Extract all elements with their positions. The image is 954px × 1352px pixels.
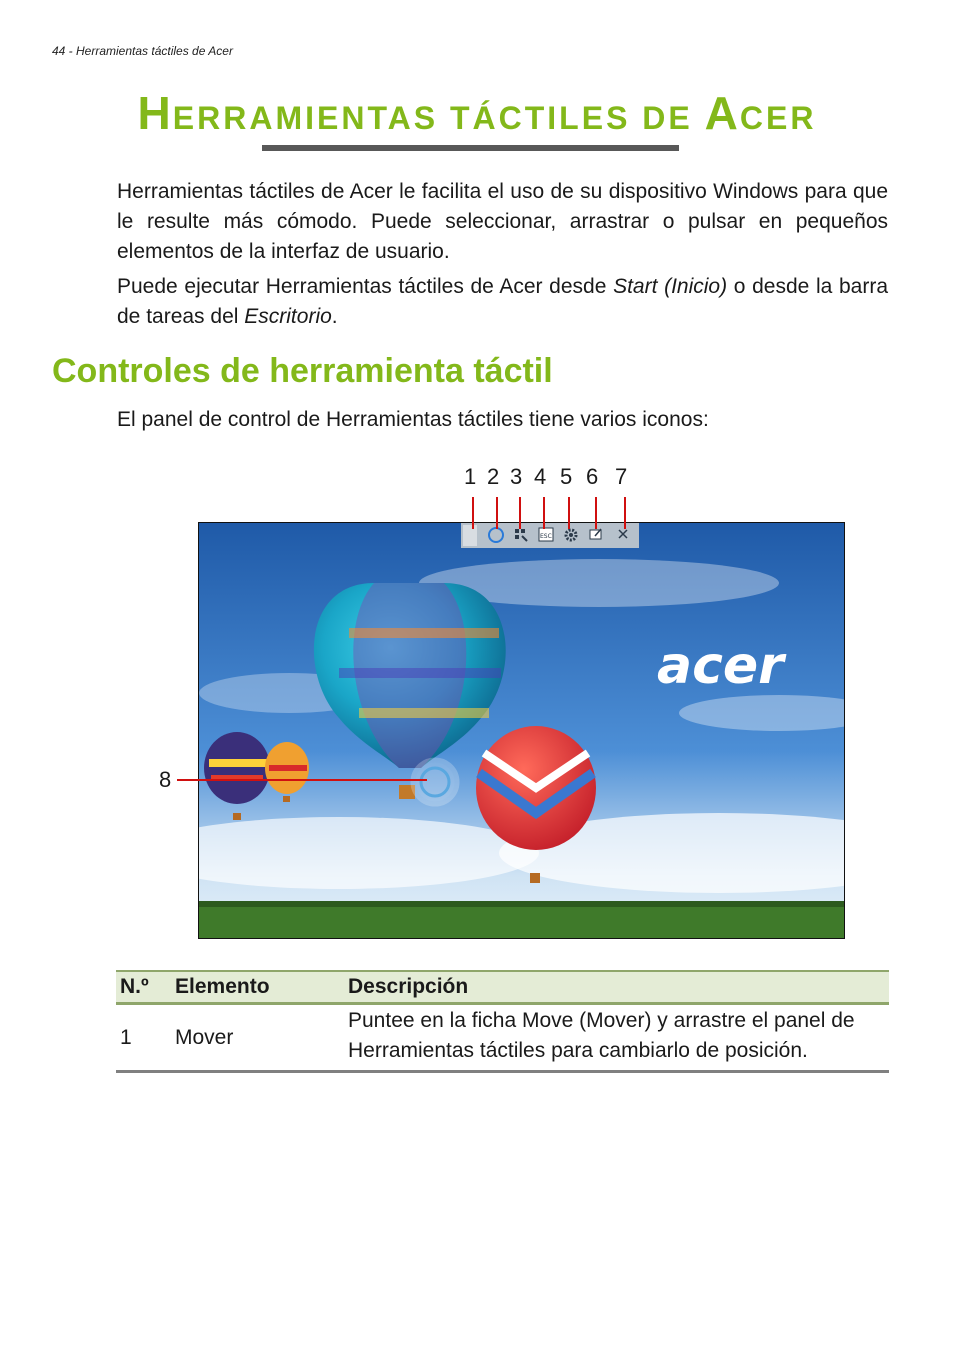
p2-text-b: o desde la barra de tareas del: [117, 275, 888, 328]
callout-line-7: [624, 497, 626, 529]
callout-line-1: [472, 497, 474, 529]
title-cap-a: A: [704, 87, 740, 139]
row-number: 1: [116, 1004, 171, 1072]
callout-line-8: [177, 779, 427, 781]
callout-3: 3: [510, 464, 523, 489]
title-rest-2: CER: [739, 100, 817, 136]
intro-paragraph-2: [117, 272, 888, 332]
row-element: Mover: [171, 1004, 344, 1072]
start-menu-term: Start (Inicio): [613, 275, 728, 298]
table-header-row: [116, 971, 889, 1004]
title-underline: [262, 145, 679, 151]
touch-tools-screenshot: [198, 522, 845, 939]
p2-text-c: .: [331, 305, 338, 328]
callout-5: 5: [560, 464, 573, 489]
header-element: Elemento: [171, 971, 344, 1004]
table-row: [116, 1004, 889, 1072]
title-cap-h: H: [137, 87, 173, 139]
desktop-wallpaper: [199, 523, 844, 938]
callout-line-5: [568, 497, 570, 529]
chapter-title: [0, 86, 954, 140]
esc-key-icon[interactable]: [539, 528, 553, 541]
acer-logo: acer: [657, 636, 784, 696]
callout-6: 6: [586, 464, 599, 489]
callout-line-3: [519, 497, 521, 529]
row-description: Puntee en la ficha Move (Mover) y arrastre el panel de Herramientas táctiles para cambiarlo de posición.: [344, 1004, 889, 1072]
title-rest-1: ERRAMIENTAS TÁCTILES DE: [172, 100, 705, 136]
section-intro: El panel de control de Herramientas táctiles tiene varios iconos:: [117, 408, 709, 431]
header-number: N.º: [116, 971, 171, 1004]
intro-paragraph-1: Herramientas táctiles de Acer le facilita el uso de su dispositivo Windows para que le resulte más cómodo. Puede seleccionar, arrastrar o pulsar en pequeños elementos de la interfaz de usuario.: [117, 180, 888, 263]
esc-label: ESC: [540, 533, 552, 540]
section-heading: Controles de herramienta táctil: [52, 352, 553, 390]
callout-4: 4: [534, 464, 547, 489]
touch-tools-toolbar[interactable]: [461, 523, 639, 548]
p2-text-a: Puede ejecutar Herramientas táctiles de Acer desde: [117, 275, 614, 298]
running-header: 44 - Herramientas táctiles de Acer: [52, 44, 233, 58]
callout-line-2: [496, 497, 498, 529]
element-table: [116, 970, 889, 1073]
callout-8: 8: [159, 767, 172, 792]
move-handle-icon[interactable]: [463, 525, 477, 546]
callout-7: 7: [615, 464, 628, 489]
keyboard-icon[interactable]: [590, 529, 601, 539]
callout-line-4: [543, 497, 545, 529]
callout-line-6: [595, 497, 597, 529]
callout-1: 1: [464, 464, 477, 489]
desktop-term: Escritorio: [244, 305, 332, 328]
header-description: Descripción: [344, 971, 889, 1004]
callout-2: 2: [487, 464, 500, 489]
